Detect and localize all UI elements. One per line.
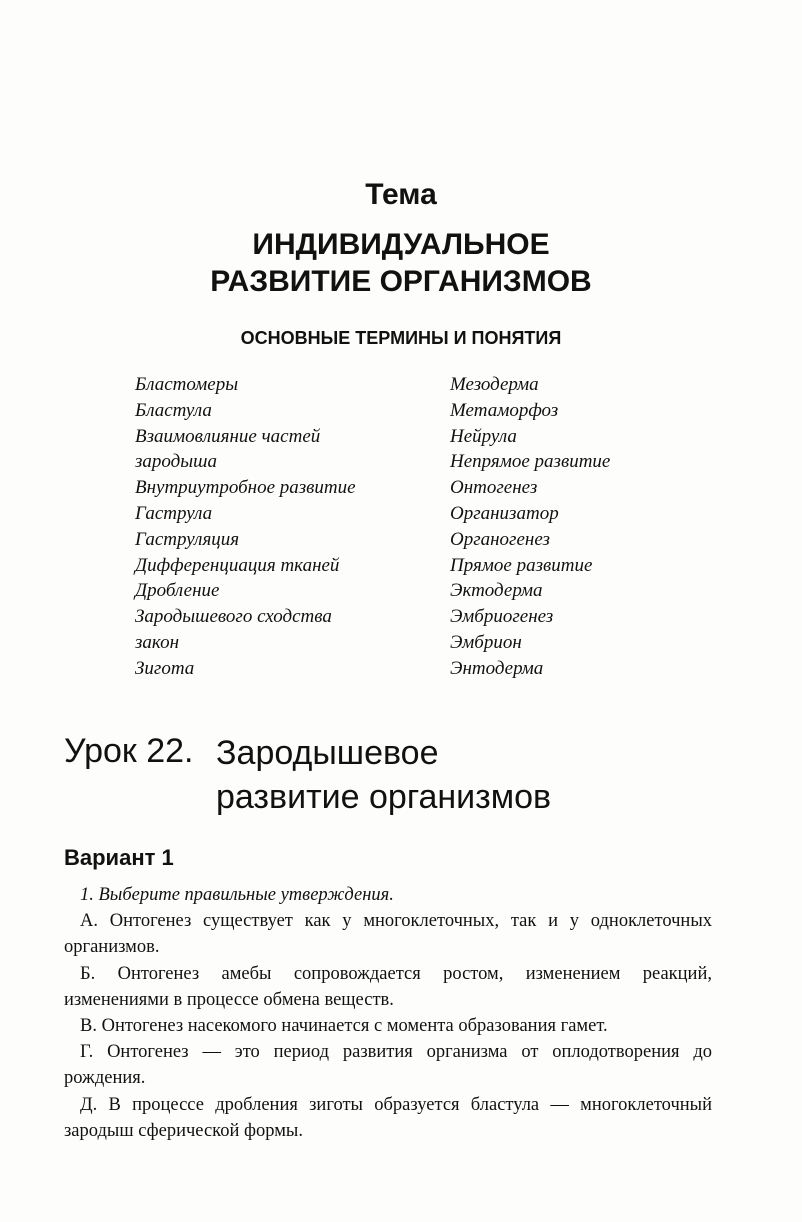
term-item: зародыша [135, 451, 217, 473]
term-item: Дробление [135, 580, 220, 602]
terms-heading: ОСНОВНЫЕ ТЕРМИНЫ И ПОНЯТИЯ [240, 328, 562, 348]
task-prompt: 1. Выберите правильные утверждения. [80, 885, 394, 905]
statement-e: Д. В процессе дробления зиготы образуется бластула — многоклеточный зародыш сферической формы. [64, 1094, 712, 1141]
topic-label: Тема [365, 178, 437, 211]
statement-c: В. Онтогенез насекомого начинается с момента образования гамет. [80, 1016, 608, 1037]
term-item: Метаморфоз [450, 399, 559, 421]
topic-title-line-1: ИНДИВИДУАЛЬНОЕ [252, 228, 550, 261]
topic-title [0, 226, 802, 300]
lesson-title [216, 731, 551, 819]
term-item: Эктодерма [450, 580, 543, 602]
term-item: Нейрула [450, 425, 517, 447]
statement-b: Б. Онтогенез амебы сопровождается ростом, изменением реакций, изменениями в процессе обмена веществ. [64, 963, 712, 1010]
lesson-title-line-2: развитие организмов [216, 778, 552, 816]
term-item: Органогенез [450, 528, 550, 550]
variant-heading: Вариант 1 [64, 845, 174, 870]
statement-a: А. Онтогенез существует как у многоклеточных, так и у одноклеточных организмов. [64, 911, 712, 958]
terms-left-column [135, 372, 356, 682]
lesson-title-line-1: Зародышевое [216, 734, 439, 772]
term-item: закон [135, 631, 180, 653]
term-item: Эмбриогенез [450, 606, 554, 628]
statement-d: Г. Онтогенез — это период развития организма от оплодотворения до рождения. [64, 1042, 712, 1089]
term-item: Гаструла [135, 502, 213, 524]
lesson-number: Урок 22. [64, 732, 194, 770]
term-item: Эмбрион [450, 631, 522, 653]
term-item: Гаструляция [135, 528, 240, 550]
term-item: Зародышевого сходства [135, 606, 332, 628]
variant-body [64, 882, 712, 1144]
term-item: Онтогенез [450, 477, 538, 499]
term-item: Взаимовлияние частей [135, 425, 321, 447]
term-item: Зигота [135, 657, 195, 679]
term-item: Бластула [135, 399, 212, 421]
term-item: Энтодерма [450, 657, 544, 679]
terms-right-column [450, 372, 610, 682]
topic-title-line-2: РАЗВИТИЕ ОРГАНИЗМОВ [210, 265, 592, 298]
term-item: Прямое развитие [450, 554, 593, 576]
term-item: Внутриутробное развитие [135, 477, 356, 499]
term-item: Бластомеры [135, 374, 239, 395]
term-item: Непрямое развитие [450, 451, 611, 473]
term-item: Организатор [450, 502, 559, 524]
term-item: Дифференциация тканей [135, 554, 340, 576]
term-item: Мезодерма [450, 374, 539, 395]
